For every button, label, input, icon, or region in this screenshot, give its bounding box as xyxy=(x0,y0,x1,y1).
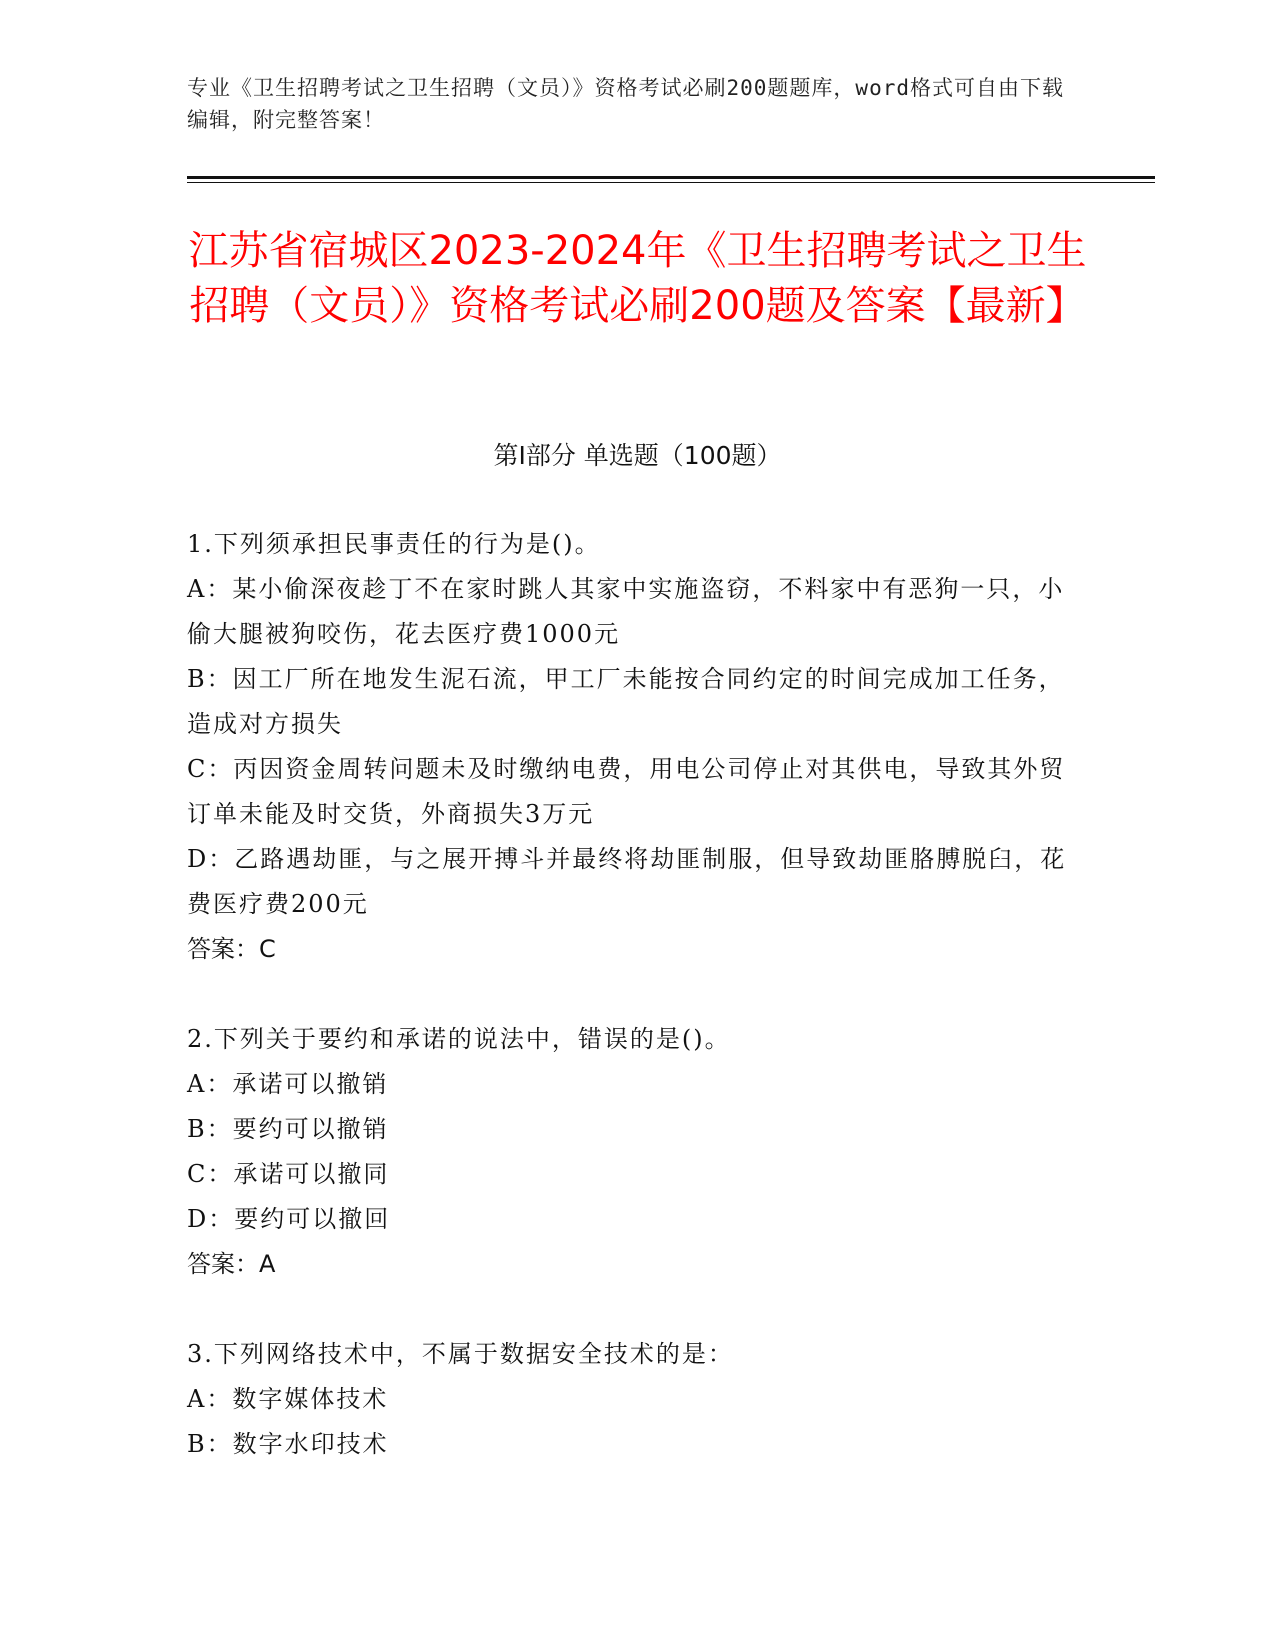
option-b: B：数字水印技术 xyxy=(187,1430,389,1458)
document-title: 江苏省宿城区2023-2024年《卫生招聘考试之卫生招聘（文员）》资格考试必刷200题及答案【最新】 xyxy=(188,228,1087,329)
option-a: A：承诺可以撤销 xyxy=(187,1070,389,1098)
option-d: D：乙路遇劫匪，与之展开搏斗并最终将劫匪制服，但导致劫匪胳膊脱臼，花费医疗费200元 xyxy=(187,845,1067,918)
header-note: 专业《卫生招聘考试之卫生招聘（文员）》资格考试必刷200题题库，word格式可自由下载编辑，附完整答案！ xyxy=(187,76,1064,132)
section-heading: 第Ⅰ部分 单选题（100题） xyxy=(493,441,782,470)
header-divider-thick xyxy=(187,176,1155,179)
question-stem: 1.下列须承担民事责任的行为是()。 xyxy=(187,530,601,558)
question-1 xyxy=(187,522,1067,972)
question-2 xyxy=(187,1017,1067,1287)
answer: 答案：A xyxy=(187,1250,276,1278)
option-c: C：承诺可以撤同 xyxy=(187,1160,390,1188)
option-c: C：丙因资金周转问题未及时缴纳电费，用电公司停止对其供电，导致其外贸订单未能及时交货，外商损失3万元 xyxy=(187,755,1066,828)
question-stem: 2.下列关于要约和承诺的说法中，错误的是()。 xyxy=(187,1025,731,1053)
question-3 xyxy=(187,1332,1067,1467)
option-d: D：要约可以撤回 xyxy=(187,1205,391,1233)
question-stem: 3.下列网络技术中，不属于数据安全技术的是： xyxy=(187,1340,734,1368)
header-divider-thin xyxy=(187,182,1155,183)
answer: 答案：C xyxy=(187,935,276,963)
option-a: A：数字媒体技术 xyxy=(187,1385,389,1413)
option-a: A：某小偷深夜趁丁不在家时跳人其家中实施盗窃，不料家中有恶狗一只，小偷大腿被狗咬伤，花去医疗费1000元 xyxy=(187,575,1065,648)
option-b: B：要约可以撤销 xyxy=(187,1115,389,1143)
option-b: B：因工厂所在地发生泥石流，甲工厂未能按合同约定的时间完成加工任务，造成对方损失 xyxy=(187,665,1065,738)
question-list xyxy=(187,522,1067,1512)
